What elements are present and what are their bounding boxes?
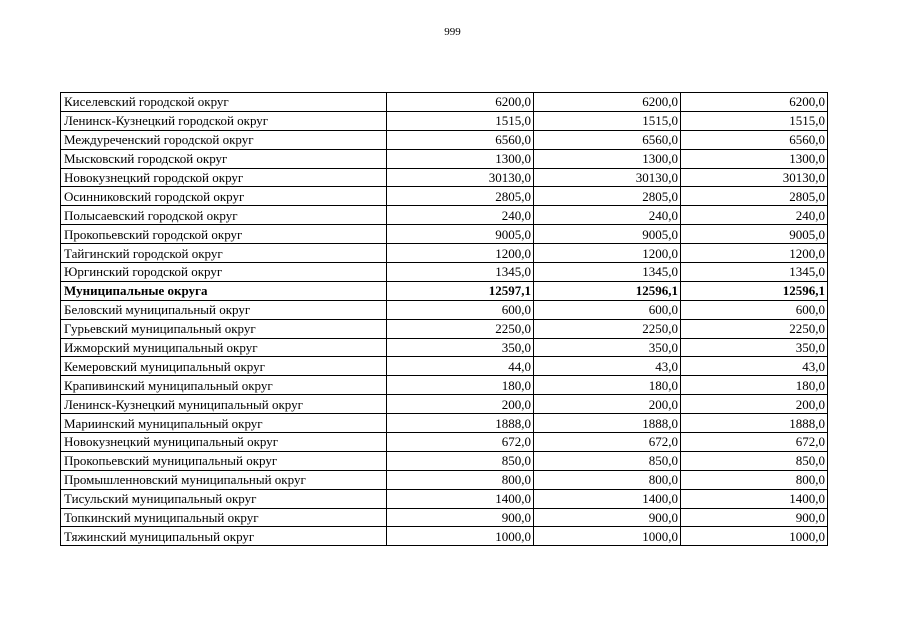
value-cell-2: 600,0	[534, 300, 681, 319]
value-cell-3: 30130,0	[681, 168, 828, 187]
table-row	[61, 168, 828, 187]
value-cell-3: 1515,0	[681, 111, 828, 130]
row-name-cell: Новокузнецкий городской округ	[61, 168, 387, 187]
value-cell-3: 600,0	[681, 300, 828, 319]
value-cell-3: 240,0	[681, 206, 828, 225]
row-name-cell: Тисульский муниципальный округ	[61, 489, 387, 508]
value-cell-1: 12597,1	[387, 281, 534, 300]
value-cell-1: 240,0	[387, 206, 534, 225]
value-cell-3: 200,0	[681, 395, 828, 414]
value-cell-1: 1515,0	[387, 111, 534, 130]
value-cell-1: 1300,0	[387, 149, 534, 168]
value-cell-2: 1400,0	[534, 489, 681, 508]
value-cell-1: 1400,0	[387, 489, 534, 508]
value-cell-3: 180,0	[681, 376, 828, 395]
value-cell-2: 43,0	[534, 357, 681, 376]
value-cell-3: 1300,0	[681, 149, 828, 168]
value-cell-3: 43,0	[681, 357, 828, 376]
row-name-cell: Ленинск-Кузнецкий городской округ	[61, 111, 387, 130]
value-cell-2: 6200,0	[534, 93, 681, 112]
row-name-cell: Юргинский городской округ	[61, 263, 387, 282]
value-cell-1: 30130,0	[387, 168, 534, 187]
value-cell-3: 12596,1	[681, 281, 828, 300]
value-cell-1: 6560,0	[387, 130, 534, 149]
value-cell-1: 1345,0	[387, 263, 534, 282]
value-cell-2: 850,0	[534, 451, 681, 470]
table-row	[61, 319, 828, 338]
value-cell-3: 800,0	[681, 470, 828, 489]
value-cell-2: 240,0	[534, 206, 681, 225]
value-cell-1: 1200,0	[387, 244, 534, 263]
value-cell-2: 6560,0	[534, 130, 681, 149]
table-row-subtotal	[61, 281, 828, 300]
table-row	[61, 206, 828, 225]
value-cell-1: 180,0	[387, 376, 534, 395]
row-name-cell: Ижморский муниципальный округ	[61, 338, 387, 357]
row-name-cell: Тяжинский муниципальный округ	[61, 527, 387, 546]
table-row	[61, 225, 828, 244]
value-cell-2: 9005,0	[534, 225, 681, 244]
value-cell-3: 350,0	[681, 338, 828, 357]
table-row	[61, 395, 828, 414]
value-cell-2: 900,0	[534, 508, 681, 527]
value-cell-1: 672,0	[387, 433, 534, 452]
value-cell-2: 12596,1	[534, 281, 681, 300]
row-name-cell: Гурьевский муниципальный округ	[61, 319, 387, 338]
value-cell-2: 1300,0	[534, 149, 681, 168]
value-cell-2: 180,0	[534, 376, 681, 395]
value-cell-2: 1515,0	[534, 111, 681, 130]
value-cell-3: 6560,0	[681, 130, 828, 149]
table-row	[61, 376, 828, 395]
table-row	[61, 263, 828, 282]
value-cell-2: 2805,0	[534, 187, 681, 206]
value-cell-2: 200,0	[534, 395, 681, 414]
table-row	[61, 338, 828, 357]
row-name-cell: Тайгинский городской округ	[61, 244, 387, 263]
value-cell-2: 2250,0	[534, 319, 681, 338]
value-cell-1: 900,0	[387, 508, 534, 527]
value-cell-1: 1888,0	[387, 414, 534, 433]
value-cell-3: 900,0	[681, 508, 828, 527]
row-name-cell: Беловский муниципальный округ	[61, 300, 387, 319]
value-cell-3: 1345,0	[681, 263, 828, 282]
value-cell-2: 1200,0	[534, 244, 681, 263]
row-name-cell: Кемеровский муниципальный округ	[61, 357, 387, 376]
value-cell-2: 1345,0	[534, 263, 681, 282]
table-row	[61, 149, 828, 168]
row-name-cell: Топкинский муниципальный округ	[61, 508, 387, 527]
value-cell-3: 1888,0	[681, 414, 828, 433]
value-cell-3: 6200,0	[681, 93, 828, 112]
value-cell-2: 1888,0	[534, 414, 681, 433]
row-name-cell: Крапивинский муниципальный округ	[61, 376, 387, 395]
table-row	[61, 489, 828, 508]
value-cell-1: 2805,0	[387, 187, 534, 206]
table-row	[61, 414, 828, 433]
value-cell-1: 200,0	[387, 395, 534, 414]
value-cell-1: 2250,0	[387, 319, 534, 338]
table-row	[61, 187, 828, 206]
table-row	[61, 357, 828, 376]
value-cell-3: 672,0	[681, 433, 828, 452]
table-row	[61, 470, 828, 489]
value-cell-2: 672,0	[534, 433, 681, 452]
value-cell-3: 850,0	[681, 451, 828, 470]
row-name-cell: Осинниковский городской округ	[61, 187, 387, 206]
value-cell-2: 1000,0	[534, 527, 681, 546]
table-row	[61, 93, 828, 112]
value-cell-1: 800,0	[387, 470, 534, 489]
table-row	[61, 244, 828, 263]
row-name-cell: Муниципальные округа	[61, 281, 387, 300]
value-cell-2: 800,0	[534, 470, 681, 489]
row-name-cell: Новокузнецкий муниципальный округ	[61, 433, 387, 452]
value-cell-2: 350,0	[534, 338, 681, 357]
row-name-cell: Прокопьевский городской округ	[61, 225, 387, 244]
value-cell-1: 350,0	[387, 338, 534, 357]
row-name-cell: Прокопьевский муниципальный округ	[61, 451, 387, 470]
value-cell-3: 2805,0	[681, 187, 828, 206]
table-row	[61, 433, 828, 452]
row-name-cell: Мысковский городской округ	[61, 149, 387, 168]
value-cell-1: 850,0	[387, 451, 534, 470]
table-row	[61, 451, 828, 470]
row-name-cell: Промышленновский муниципальный округ	[61, 470, 387, 489]
table-row	[61, 300, 828, 319]
value-cell-3: 1000,0	[681, 527, 828, 546]
value-cell-1: 9005,0	[387, 225, 534, 244]
value-cell-1: 6200,0	[387, 93, 534, 112]
value-cell-3: 1400,0	[681, 489, 828, 508]
row-name-cell: Киселевский городской округ	[61, 93, 387, 112]
value-cell-2: 30130,0	[534, 168, 681, 187]
value-cell-1: 1000,0	[387, 527, 534, 546]
page-number: 999	[444, 26, 461, 38]
table-body	[61, 93, 828, 546]
budget-table	[60, 92, 828, 546]
table-row	[61, 111, 828, 130]
value-cell-3: 9005,0	[681, 225, 828, 244]
table-row	[61, 130, 828, 149]
row-name-cell: Междуреченский городской округ	[61, 130, 387, 149]
table-row	[61, 508, 828, 527]
row-name-cell: Полысаевский городской округ	[61, 206, 387, 225]
row-name-cell: Ленинск-Кузнецкий муниципальный округ	[61, 395, 387, 414]
value-cell-3: 2250,0	[681, 319, 828, 338]
value-cell-3: 1200,0	[681, 244, 828, 263]
table-row	[61, 527, 828, 546]
value-cell-1: 44,0	[387, 357, 534, 376]
row-name-cell: Мариинский муниципальный округ	[61, 414, 387, 433]
value-cell-1: 600,0	[387, 300, 534, 319]
